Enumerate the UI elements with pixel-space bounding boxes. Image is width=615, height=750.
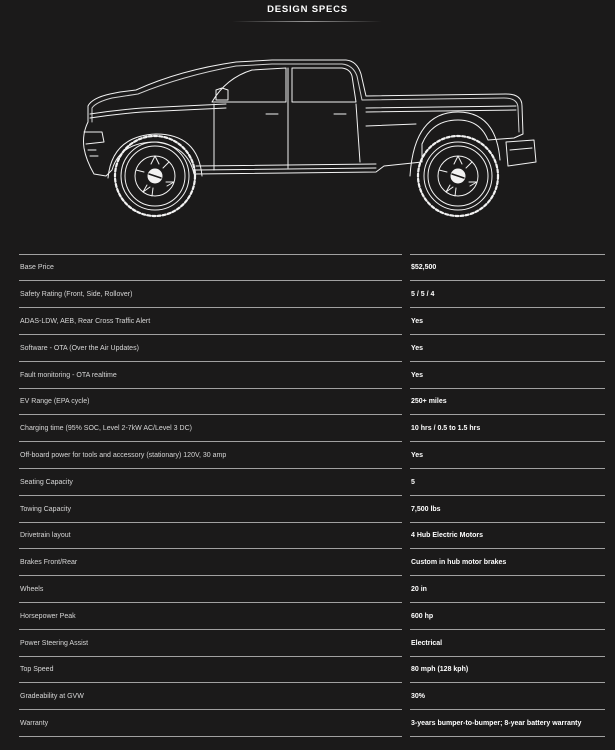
spec-value: $52,500 — [411, 264, 437, 272]
spec-value: 600 hp — [411, 612, 434, 620]
spec-row — [0, 710, 615, 737]
spec-label: Off-board power for tools and accessory (stationary) 120V, 30 amp — [20, 451, 227, 459]
row-divider — [19, 736, 402, 737]
spec-label: Safety Rating (Front, Side, Rollover) — [20, 291, 133, 299]
spec-value: 20 in — [411, 585, 427, 593]
spec-value: 5 — [411, 478, 415, 486]
spec-value: 7,500 lbs — [411, 505, 441, 513]
spec-row — [0, 496, 615, 523]
spec-value: Electrical — [411, 639, 443, 647]
spec-value: Yes — [411, 317, 424, 325]
spec-label: Power Steering Assist — [20, 639, 89, 647]
spec-label: Seating Capacity — [20, 478, 73, 486]
spec-label: Horsepower Peak — [20, 612, 76, 620]
spec-value: 3-years bumper-to-bumper; 8-year battery warranty — [411, 719, 582, 727]
spec-value: 250+ miles — [411, 398, 447, 406]
spec-label: Top Speed — [20, 666, 54, 674]
spec-row — [0, 362, 615, 389]
rear-wheel — [418, 136, 498, 216]
spec-row — [0, 281, 615, 308]
spec-label: Drivetrain layout — [20, 532, 71, 540]
spec-label: Fault monitoring - OTA realtime — [20, 371, 117, 379]
spec-value: 80 mph (128 kph) — [411, 666, 469, 674]
spec-value: Yes — [411, 451, 424, 459]
page-title: DESIGN SPECS — [267, 4, 348, 15]
spec-value: Yes — [411, 344, 424, 352]
spec-value: Custom in hub motor brakes — [411, 559, 507, 567]
title-underline — [232, 21, 382, 22]
spec-row — [0, 415, 615, 442]
front-wheel — [115, 136, 195, 216]
spec-row — [0, 469, 615, 496]
truck-line-drawing — [76, 50, 540, 220]
spec-row — [0, 630, 615, 657]
spec-label: Brakes Front/Rear — [20, 559, 78, 567]
spec-row — [0, 389, 615, 416]
spec-value: 30% — [411, 693, 426, 701]
spec-label: ADAS-LDW, AEB, Rear Cross Traffic Alert — [20, 317, 151, 325]
spec-label: Base Price — [20, 264, 54, 272]
spec-label: Towing Capacity — [20, 505, 71, 513]
spec-value: Yes — [411, 371, 424, 379]
spec-label: Gradeability at GVW — [20, 693, 84, 701]
spec-row — [0, 442, 615, 469]
spec-row — [0, 603, 615, 630]
spec-value: 5 / 5 / 4 — [411, 291, 435, 299]
spec-value: 4 Hub Electric Motors — [411, 532, 483, 540]
spec-label: Software - OTA (Over the Air Updates) — [20, 344, 139, 352]
spec-label: Warranty — [20, 719, 49, 727]
spec-row — [0, 523, 615, 550]
spec-row — [0, 657, 615, 684]
spec-row — [0, 255, 615, 282]
spec-row — [0, 683, 615, 710]
spec-value: 10 hrs / 0.5 to 1.5 hrs — [411, 425, 481, 433]
spec-row — [0, 335, 615, 362]
row-divider — [410, 736, 605, 737]
spec-row — [0, 576, 615, 603]
spec-label: Wheels — [20, 585, 44, 593]
spec-label: Charging time (95% SOC, Level 2-7kW AC/Level 3 DC) — [20, 425, 192, 433]
spec-row — [0, 308, 615, 335]
spec-row — [0, 549, 615, 576]
spec-label: EV Range (EPA cycle) — [20, 398, 90, 406]
